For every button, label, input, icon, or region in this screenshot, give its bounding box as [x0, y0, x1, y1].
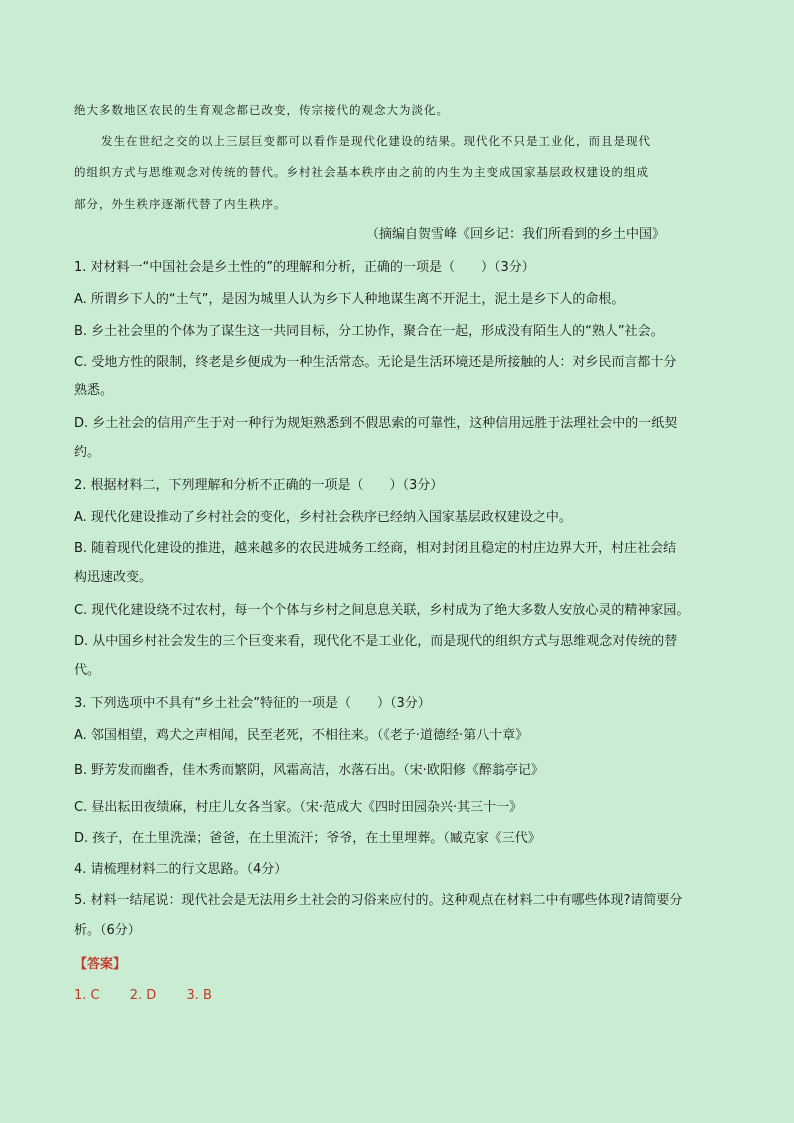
q3-option-d: D. 孩子，在土里洗澡；爸爸，在土里流汗；爷爷，在土里埋葬。（臧克家《三代》: [74, 831, 541, 846]
q2-option-c: C. 现代化建设绕不过农村，每一个个体与乡村之间息息关联，乡村成为了绝大多数人安放心灵的精神家园。: [74, 603, 690, 618]
answer-item: 2. D: [129, 988, 157, 1003]
q1-option-c-line1: C. 受地方性的限制，终老是乡便成为一种生活常态。无论是生活环境还是所接触的人：对乡民而言都十分: [74, 355, 677, 370]
q2-stem: 2. 根据材料二，下列理解和分析不正确的一项是（ ）（3分）: [74, 478, 444, 493]
q2-option-a: A. 现代化建设推动了乡村社会的变化，乡村社会秩序已经纳入国家基层政权建设之中。: [74, 510, 572, 525]
q2-option-d-line2: 代。: [74, 663, 101, 678]
answer-list: [74, 988, 238, 1004]
q2-option-d-line1: D. 从中国乡村社会发生的三个巨变来看，现代化不是工业化，而是现代的组织方式与思维观念对传统的替: [74, 634, 678, 649]
passage-line-4: 部分，外生秩序逐渐代替了内生秩序。: [74, 197, 287, 211]
q1-option-a: A. 所谓乡下人的“土气”，是因为城里人认为乡下人种地谋生离不开泥土，泥土是乡下人的命根。: [74, 292, 625, 307]
passage-source: （摘编自贺雪峰《回乡记：我们所看到的乡土中国》: [366, 227, 666, 242]
answer-heading: 【答案】: [74, 957, 127, 972]
q5-stem-line1: 5. 材料一结尾说：现代社会是无法用乡土社会的习俗来应付的。这种观点在材料二中有哪些体现?请简要分: [74, 893, 683, 908]
q1-stem: 1. 对材料一“中国社会是乡土性的”的理解和分析，正确的一项是（ ）（3分）: [74, 260, 535, 275]
q1-option-d-line2: 约。: [74, 445, 101, 460]
q1-option-c-line2: 熟悉。: [74, 383, 114, 398]
passage-line-1: 绝大多数地区农民的生育观念都已改变，传宗接代的观念大为淡化。: [74, 103, 449, 117]
answer-item: 3. B: [186, 988, 212, 1003]
q2-option-b-line2: 构迅速改变。: [74, 570, 153, 585]
passage-line-2: 发生在世纪之交的以上三层巨变都可以看作是现代化建设的结果。现代化不只是工业化，而且是现代: [101, 134, 651, 148]
q3-option-c: C. 昼出耘田夜绩麻，村庄儿女各当家。（宋·范成大《四时田园杂兴·其三十一》: [74, 800, 523, 815]
q3-option-b: B. 野芳发而幽香，佳木秀而繁阴，风霜高洁，水落石出。（宋·欧阳修《醉翁亭记》: [74, 763, 544, 778]
passage-line-3: 的组织方式与思维观念对传统的替代。乡村社会基本秩序由之前的内生为主变成国家基层政权建设的组成: [74, 165, 649, 179]
q3-stem: 3. 下列选项中不具有“乡土社会”特征的一项是（ ）（3分）: [74, 696, 431, 711]
answer-item: 1. C: [74, 988, 100, 1003]
q3-option-a: A. 邻国相望，鸡犬之声相闻，民至老死，不相往来。（《老子·道德经·第八十章》: [74, 728, 529, 743]
q2-option-b-line1: B. 随着现代化建设的推进，越来越多的农民进城务工经商，相对封闭且稳定的村庄边界大开，村庄社会结: [74, 541, 677, 556]
q4-stem: 4. 请梳理材料二的行文思路。（4分）: [74, 862, 288, 877]
q1-option-d-line1: D. 乡土社会的信用产生于对一种行为规矩熟悉到不假思索的可靠性，这种信用远胜于法理社会中的一纸契: [74, 416, 678, 431]
q1-option-b: B. 乡土社会里的个体为了谋生这一共同目标，分工协作，聚合在一起，形成没有陌生人的“熟人”社会。: [74, 324, 664, 339]
q5-stem-line2: 析。（6分）: [74, 923, 141, 938]
